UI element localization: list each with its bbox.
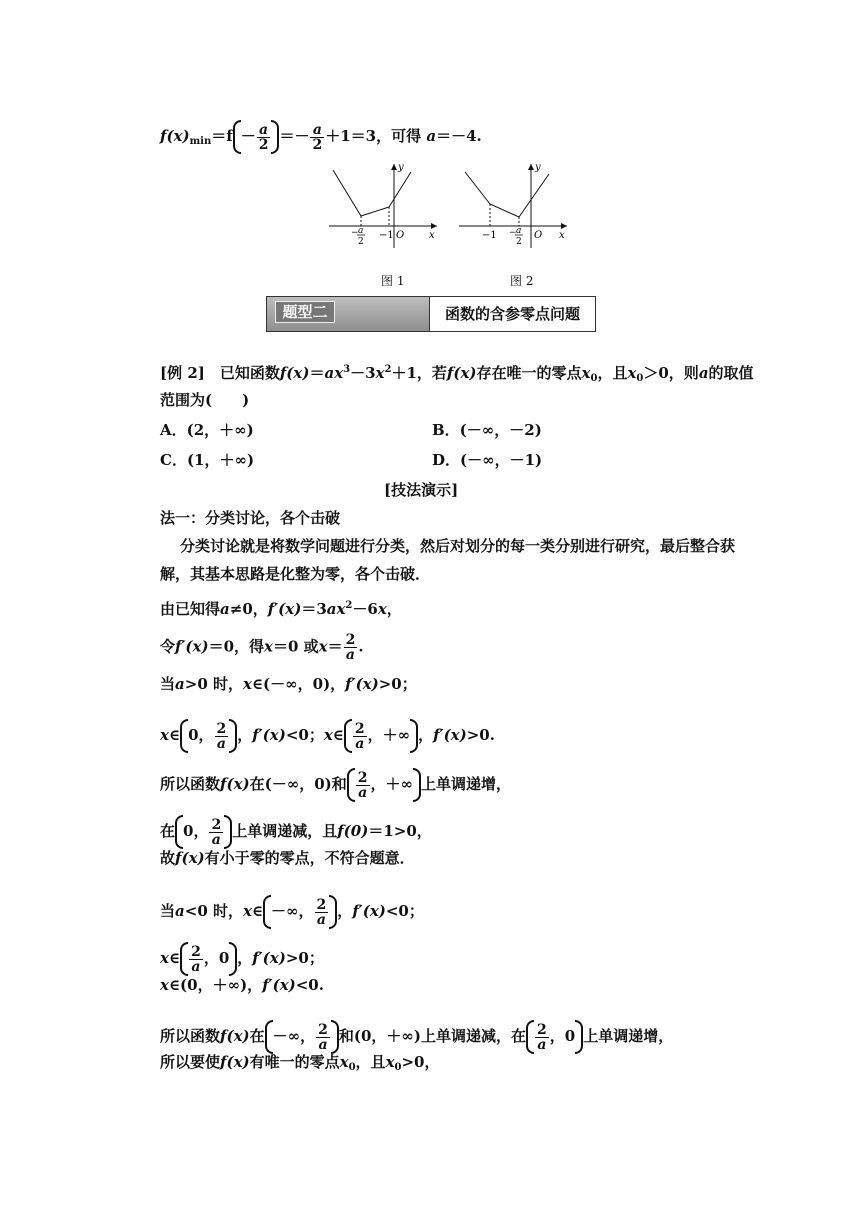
- tick-neg1: −1: [379, 230, 394, 241]
- paragraph-1: 分类讨论就是将数学问题进行分类，然后对划分的每一类分别进行研究，最后整合获: [180, 537, 736, 555]
- example-line-1: [例 2] 已知函数$f(x)=ax^3-3x^2+1$，若f(x)存在唯一的零点$x_0$，且$x_0>0$，则a的取值: [160, 364, 754, 384]
- tick-minus: −: [509, 228, 517, 238]
- x-label: x: [429, 230, 435, 241]
- section-banner: [266, 296, 596, 332]
- tick-minus: −: [351, 228, 359, 238]
- figure-1-graph: [325, 160, 440, 250]
- tick-a-num: a: [516, 226, 522, 236]
- line-case-negative: 当a<0 时，x∈ －∞， $\frac{2}{a}$ ，f′(x)<0；: [160, 896, 424, 928]
- y-label: y: [398, 162, 404, 173]
- option-b: B．(－∞，－2): [432, 421, 542, 439]
- paragraph-2: 解，其基本思路是化整为零，各个击破．: [160, 565, 431, 583]
- method-heading: [技法演示]: [384, 481, 459, 499]
- banner-tag: 题型二: [275, 301, 335, 323]
- line-case-positive: 当a>0 时，x∈(－∞，0)，f′(x)>0；: [160, 675, 417, 693]
- banner-left: [267, 297, 430, 331]
- line-monotonic-summary: 所以函数f(x)在 －∞， $\frac{2}{a}$ 和(0，＋∞)上单调递减，在 $\frac{2}{a}$ ，0 上单调递增，: [160, 1021, 674, 1053]
- fmin-formula: $f(x)_{min}=f$ － $\frac{a}{2}$ ＝－ $\frac{a}{2}$ ＋1＝3，可得 a＝－4.: [160, 121, 482, 153]
- tick-a-den: 2: [358, 237, 364, 247]
- line-increasing: 所以函数f(x)在(－∞，0)和 $\frac{2}{a}$ ，＋∞ 上单调递增，: [160, 769, 512, 801]
- option-a: A．(2，＋∞): [160, 421, 254, 439]
- method-title: 法一：分类讨论，各个击破: [160, 509, 341, 527]
- origin-label: O: [396, 230, 405, 241]
- tick-a-num: a: [358, 226, 364, 236]
- option-d: D．(－∞，－1): [432, 451, 543, 469]
- line-decreasing: 在 0， $\frac{2}{a}$ 上单调递减，且f(0)＝1>0，: [160, 816, 432, 848]
- line-conclusion-1: 故f(x)有小于零的零点，不符合题意．: [160, 849, 415, 867]
- line-interval-negative: x∈ $\frac{2}{a}$ ，0 ，f′(x)>0；: [160, 943, 324, 975]
- y-label: y: [535, 162, 541, 173]
- tick-a-den: 2: [516, 237, 522, 247]
- origin-label: O: [534, 230, 543, 241]
- figure-2-caption: 图 2: [510, 274, 534, 288]
- line-final: 所以要使f(x)有唯一的零点$x_0$，且$x_0>0$，: [160, 1053, 440, 1073]
- example-line-2: 范围为( ): [160, 391, 250, 409]
- tick-neg1: −1: [482, 230, 497, 241]
- figure-2-graph: [455, 160, 570, 250]
- x-label: x: [559, 230, 565, 241]
- figure-1-caption: 图 1: [381, 274, 405, 288]
- graph-polyline: [333, 170, 411, 216]
- line-derivative: 由已知得a≠0，$f'(x)=3ax^2-6x$，: [160, 600, 402, 618]
- option-c: C．(1，＋∞): [160, 451, 255, 469]
- line-interval-positive-x: x∈(0，＋∞)，f′(x)<0.: [160, 976, 324, 994]
- graph-polyline: [465, 172, 549, 217]
- line-critical-points: 令f′(x)＝0，得x＝0 或x＝ $\frac{2}{a}$ .: [160, 632, 364, 663]
- line-intervals-positive: x∈ 0， $\frac{2}{a}$ ，f′(x)<0；x∈ $\frac{2}{a}$ ，＋∞ ，f′(x)>0.: [160, 720, 495, 752]
- banner-title: 函数的含参零点问题: [445, 305, 581, 323]
